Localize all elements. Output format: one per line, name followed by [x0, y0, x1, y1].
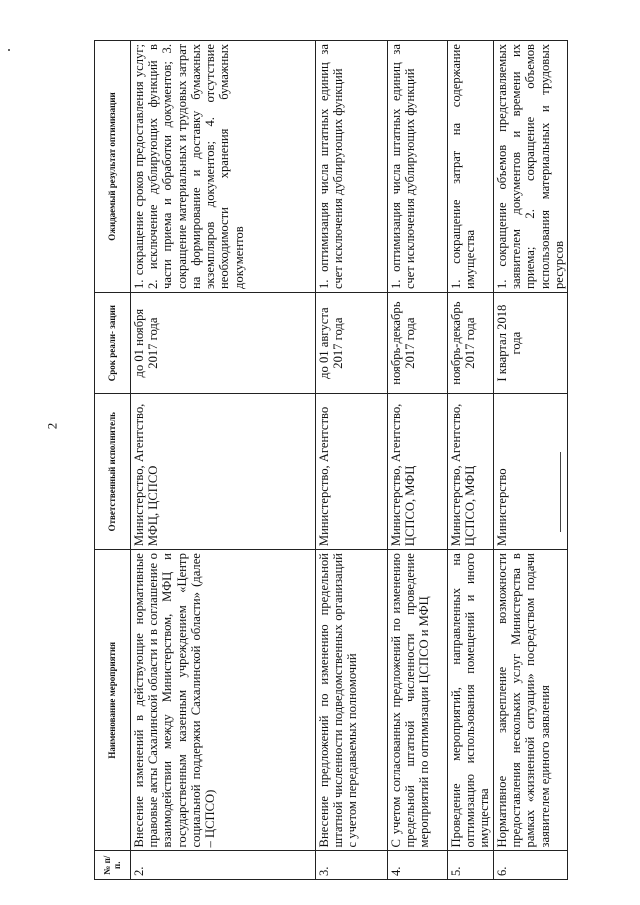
rotated-page-content	[94, 40, 579, 880]
row-executor: Министерство, Агентство	[316, 394, 388, 550]
row-deadline: ноябрь-декабрь 2017 года	[448, 292, 494, 393]
row-deadline: ноябрь-декабрь 2017 года	[388, 292, 448, 393]
row-name: Нормативное закрепление возможности предоставления нескольких услуг Министерства в рамках «жизненной ситуации» посредством подачи заявителем единого заявления	[494, 550, 568, 851]
table-row	[448, 41, 494, 880]
header-executor: Ответственный исполнитель	[95, 394, 131, 550]
row-deadline: I квартал 2018 года	[494, 292, 568, 393]
header-deadline: Срок реали- зации	[95, 292, 131, 393]
row-name: Внесение изменений в действующие нормативные правовые акты Сахалинской области и в соглашение о взаимодействии между Министерством, МФЦ и государственным казенным учреждением «Центр социальной поддержки Сахалинской области» (далее – ЦСПСО)	[131, 550, 316, 851]
row-executor: Министерство, Агентство, ЦСПСО, МФЦ	[388, 394, 448, 550]
table-row	[316, 41, 388, 880]
row-result: 1. сокращение затрат на содержание имущества	[448, 41, 494, 293]
table-row	[494, 41, 568, 880]
row-executor: Министерство	[494, 394, 568, 550]
row-deadline: до 01 ноября 2017 года	[131, 292, 316, 393]
row-result: 1. сокращение сроков предоставления услуг; 2. исключение дублирующих функций в части приема и обработки документов; 3. сокращение материальных и трудовых затрат на формирование и доставку бумажных экземпляров документов; 4. отсутствие необходимости хранения бумажных документов	[131, 41, 316, 293]
row-num: 5.	[448, 851, 494, 880]
row-executor: Министерство, Агентство, МФЦ, ЦСПСО	[131, 394, 316, 550]
row-num: 2.	[131, 851, 316, 880]
row-num: 4.	[388, 851, 448, 880]
row-result: 1. оптимизация числа штатных единиц за счет исключения дублирующих функций	[388, 41, 448, 293]
table-row	[131, 41, 316, 880]
row-num: 3.	[316, 851, 388, 880]
row-num: 6.	[494, 851, 568, 880]
row-name: Внесение предложений по изменению предельной штатной численности подведомственных организаций с учетом передаваемых полномочий	[316, 550, 388, 851]
row-deadline: до 01 августа 2017 года	[316, 292, 388, 393]
table-header-row	[95, 41, 131, 880]
footer-divider	[560, 452, 561, 532]
row-name: С учетом согласованных предложений по изменению предельной штатной численности проведение мероприятий по оптимизации ЦСПСО и МФЦ	[388, 550, 448, 851]
table-row	[388, 41, 448, 880]
row-name: Проведение мероприятий, направленных на оптимизацию использования помещений и иного имущества	[448, 550, 494, 851]
row-executor: Министерство, Агентство, ЦСПСО, МФЦ	[448, 394, 494, 550]
scan-dot	[8, 49, 10, 51]
row-result: 1. сокращение объемов представляемых заявителем документов и времени их приема; 2. сокращение объемов использования материальных и трудовых ресурсов	[494, 41, 568, 293]
header-num: № п/п.	[95, 851, 131, 880]
header-result: Ожидаемый результат оптимизации	[95, 41, 131, 293]
row-result: 1. оптимизация числа штатных единиц за счет исключения дублирующих функций	[316, 41, 388, 293]
page-number: 2	[44, 422, 60, 430]
measures-table	[94, 40, 568, 880]
header-name: Наименование мероприятия	[95, 550, 131, 851]
